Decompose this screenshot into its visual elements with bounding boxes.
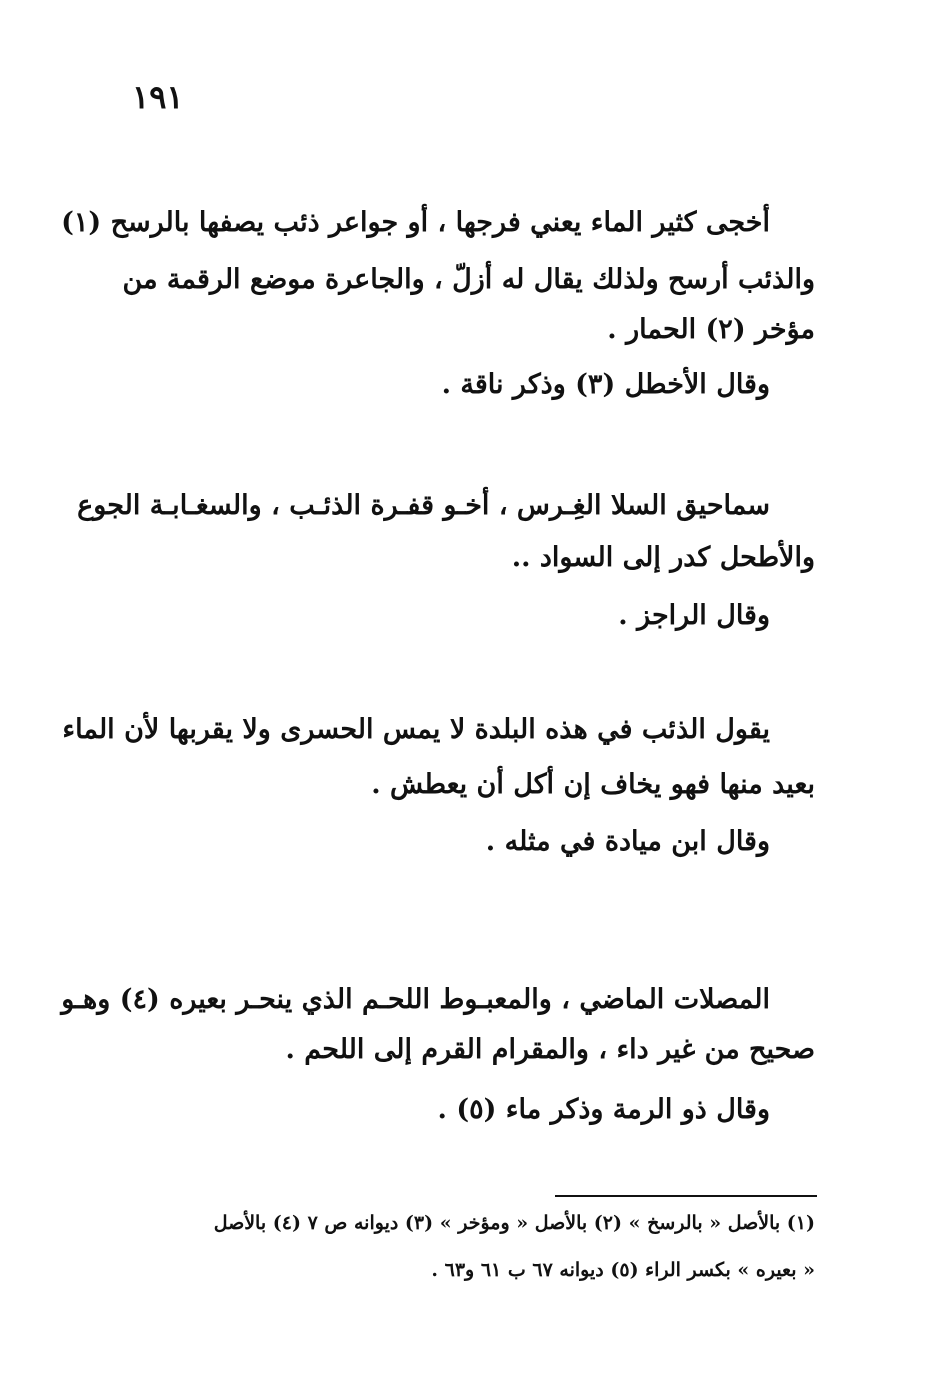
prose-line: المصلات الماضي ، والمعبـوط اللحـم الذي ينحـر بعيره (٤) وهـو bbox=[61, 984, 770, 1015]
prose-line: وقال الراجز . bbox=[618, 600, 770, 631]
prose-line: أخجى كثير الماء يعني فرجها ، أو جواعر ذئب يصفها بالرسح (١) bbox=[61, 207, 770, 238]
prose-line: يقول الذئب في هذه البلدة لا يمس الحسرى ولا يقربها لأن الماء bbox=[62, 714, 770, 745]
prose-line: وقال الأخطل (٣) وذكر ناقة . bbox=[441, 369, 770, 400]
prose-line: وقال ذو الرمة وذكر ماء (٥) . bbox=[437, 1094, 770, 1125]
prose-line: صحيح من غير داء ، والمقرام القرم إلى اللحم . bbox=[285, 1034, 815, 1065]
prose-line: بعيد منها فهو يخاف إن أكل أن يعطش . bbox=[371, 769, 815, 800]
prose-line: والأطحل كدر إلى السواد .. bbox=[511, 542, 815, 573]
prose-line: سماحيق السلا الغِـرس ، أخـو قفـرة الذئـب ، والسغـابـة الجوع bbox=[77, 490, 770, 521]
footnote-line: (١) بالأصل « بالرسخ » (٢) بالأصل « ومؤخر » (٣) ديوانه ص ٧ (٤) بالأصل bbox=[213, 1212, 815, 1234]
page-number: ١٩١ bbox=[132, 78, 184, 116]
prose-line: وقال ابن ميادة في مثله . bbox=[485, 826, 770, 857]
prose-line: والذئب أرسح ولذلك يقال له أزلّ ، والجاعرة موضع الرقمة من bbox=[122, 264, 815, 295]
footnote-divider bbox=[555, 1195, 817, 1197]
footnote-line: « بعيره » بكسر الراء (٥) ديوانه ٦٧ ب ٦١ و٦٣ . bbox=[431, 1259, 815, 1281]
prose-line: مؤخر (٢) الحمار . bbox=[607, 314, 815, 345]
